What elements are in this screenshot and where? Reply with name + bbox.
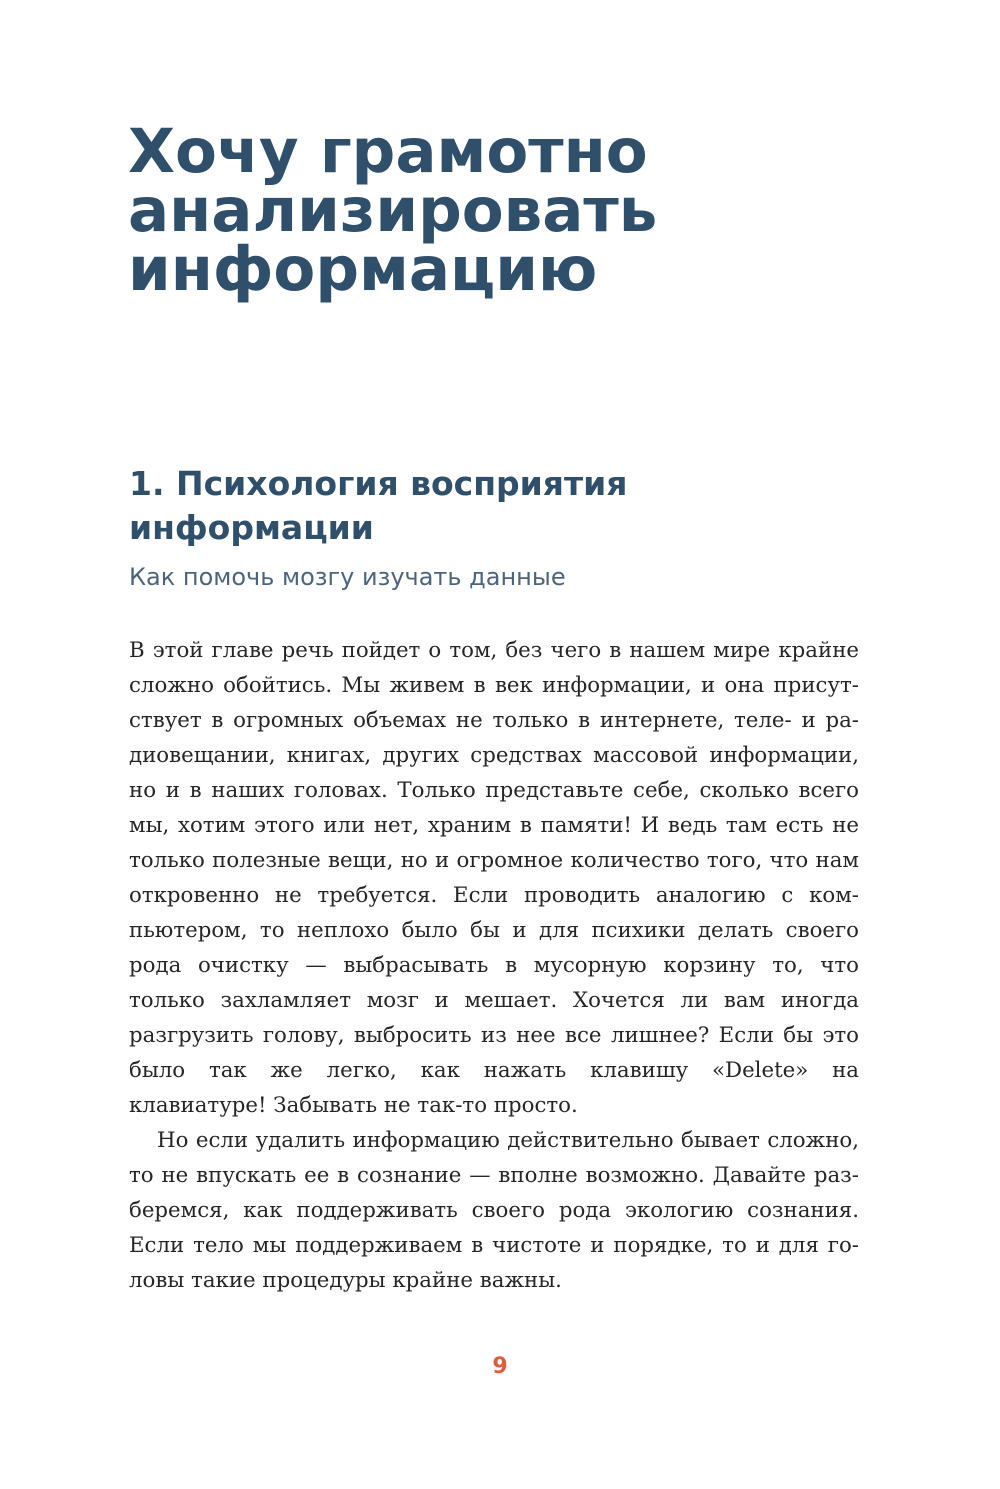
chapter-title [129, 462, 889, 550]
part-title-line: информацию [128, 234, 598, 305]
body-text [129, 633, 859, 1298]
paragraph: В этой главе речь пойдет о том, без чего в нашем мире крайне сложно обойтись. Мы живем в век информации, и она присутствует в огромных объемах не только в интернете, теле- и радиовещании, книгах, других средствах массовой информации, но и в наших головах. Только представьте себе, сколько всего мы, хотим этого или нет, храним в памяти! И ведь там есть не только полезные вещи, но и огромное количество того, что нам откровенно не требуется. Если проводить аналогию с компьютером, то неплохо было бы и для психики делать своего рода очистку — выбрасывать в мусорную корзину то, что только захламляет мозг и мешает. Хочется ли вам иногда разгрузить голову, выбросить из нее все лишнее? Если бы это было так же легко, как нажать клавишу «Delete» на клавиатуре! Забывать не так-то просто. [129, 638, 859, 1118]
chapter-title-line: 1. Психология восприятия [129, 464, 628, 503]
part-title-line: анализировать [128, 175, 658, 246]
chapter-title-line: информации [129, 508, 374, 547]
page-number: 9 [492, 1354, 508, 1379]
part-title [128, 116, 888, 305]
part-title-line: Хочу грамотно [128, 116, 648, 187]
chapter-subtitle: Как помочь мозгу изучать данные [129, 563, 566, 591]
paragraph: Но если удалить информацию действительно бывает сложно, то не впускать ее в сознание — вполне возможно. Давайте разберемся, как поддерживать своего рода экологию сознания. Если тело мы поддерживаем в чистоте и порядке, то и для головы такие процедуры крайне важны. [129, 1128, 859, 1293]
